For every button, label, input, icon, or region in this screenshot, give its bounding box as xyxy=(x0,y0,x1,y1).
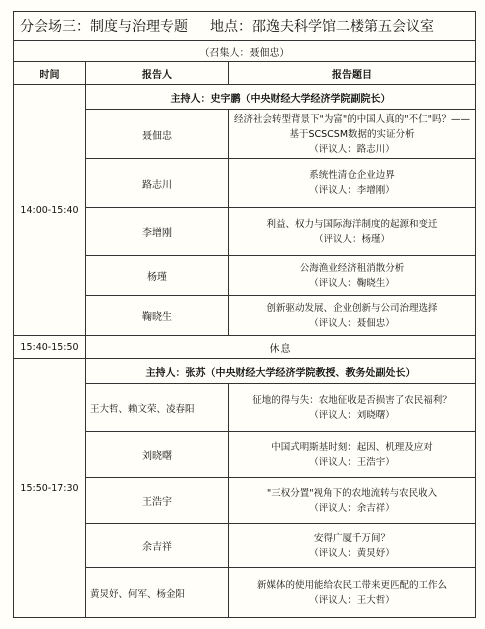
speaker-name: 黄炅妤、何军、杨金阳 xyxy=(86,568,229,618)
schedule-table xyxy=(13,11,476,618)
reviewer: （评议人：杨瑾） xyxy=(314,233,391,245)
talk-topic: 中国式明斯基时刻：起因、机理及应对 （评议人：王浩宇） xyxy=(229,432,476,478)
col-header-time: 时间 xyxy=(14,62,86,85)
venue-title: 分会场三：制度与治理专题 xyxy=(20,19,188,35)
reviewer: （评议人：鞠晓生） xyxy=(309,277,395,289)
talk-topic: 安得广厦千万间？ （评议人：黄炅妤） xyxy=(229,524,476,568)
speaker-name: 鞠晓生 xyxy=(86,296,229,336)
convener-text: （召集人：聂佃忠） xyxy=(14,41,476,62)
session2-time: 15:50-17:30 xyxy=(14,359,86,618)
talk-topic: 利益、权力与国际海洋制度的起源和变迁 （评议人：杨瑾） xyxy=(229,208,476,256)
speaker-name: 刘晓曙 xyxy=(86,432,229,478)
session1-host: 主持人：史宇鹏（中央财经大学经济学院副院长） xyxy=(86,85,476,110)
speaker-name: 王浩宇 xyxy=(86,478,229,524)
location-text: 地点：邵逸夫科学馆二楼第五会议室 xyxy=(210,19,434,35)
talk-topic: 系统性清仓企业边界 （评议人：李增刚） xyxy=(229,159,476,208)
speaker-name: 王大哲、赖文荣、凌春阳 xyxy=(86,384,229,432)
talk-topic: 新媒体的使用能给农民工带来更匹配的工作么 （评议人：王大哲） xyxy=(229,568,476,618)
venue-title-row xyxy=(14,12,476,41)
reviewer: （评议人：路志川） xyxy=(309,143,395,155)
col-header-speaker: 报告人 xyxy=(86,62,229,85)
col-header-topic: 报告题目 xyxy=(229,62,476,85)
speaker-name: 李增刚 xyxy=(86,208,229,256)
talk-topic: 征地的得与失：农地征收是否损害了农民福利？ （评议人：刘晓曙） xyxy=(229,384,476,432)
reviewer: （评议人：李增刚） xyxy=(309,185,395,196)
break-time: 15:40-15:50 xyxy=(14,336,86,359)
reviewer: （评议人：刘晓曙） xyxy=(309,409,395,421)
reviewer: （评议人：黄炅妤） xyxy=(309,547,395,559)
speaker-name: 杨瑾 xyxy=(86,256,229,296)
talk-topic: 经济社会转型背景下"为富"的中国人真的"不仁"吗？——基于SCSCSM数据的实证分析 （评议人：路志川） xyxy=(229,110,476,159)
reviewer: （评议人：王大哲） xyxy=(309,594,395,606)
reviewer: （评议人：聂佃忠） xyxy=(309,317,395,329)
reviewer: （评议人：王浩宇） xyxy=(309,456,395,468)
reviewer: （评议人：余吉祥） xyxy=(309,502,395,514)
talk-topic: 公海渔业经济租消散分析 （评议人：鞠晓生） xyxy=(229,256,476,296)
session2-host: 主持人：张苏（中央财经大学经济学院教授、教务处副处长） xyxy=(86,359,476,384)
speaker-name: 聂佃忠 xyxy=(86,110,229,159)
talk-topic: 创新驱动发展、企业创新与公司治理选择 （评议人：聂佃忠） xyxy=(229,296,476,336)
break-label: 休息 xyxy=(86,336,476,359)
talk-topic: "三权分置"视角下的农地流转与农民收入 （评议人：余吉祥） xyxy=(229,478,476,524)
speaker-name: 余吉祥 xyxy=(86,524,229,568)
session1-time: 14:00-15:40 xyxy=(14,85,86,336)
speaker-name: 路志川 xyxy=(86,159,229,208)
